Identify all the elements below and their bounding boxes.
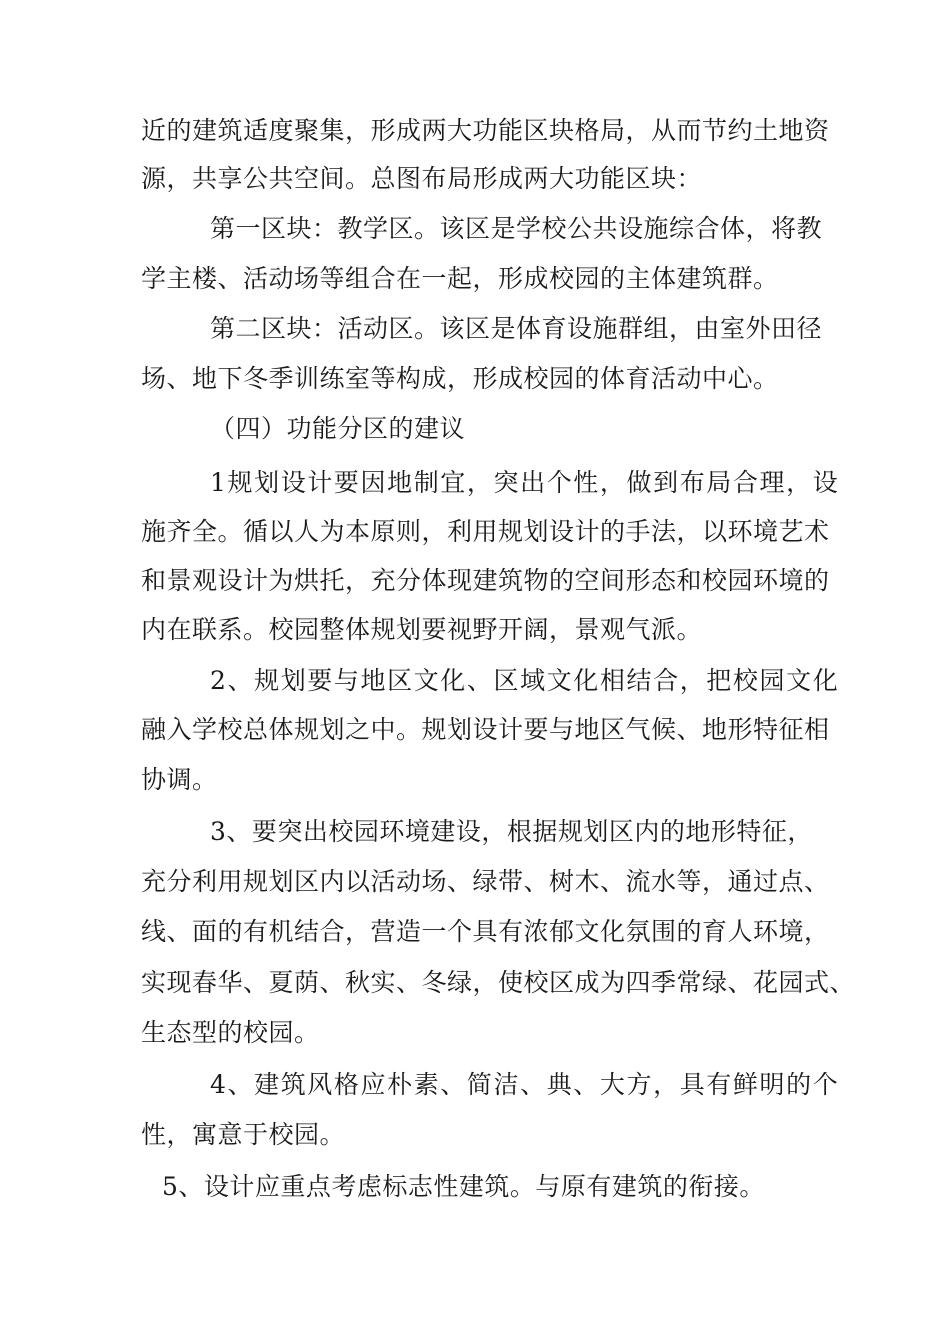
text-line: 2、规划要与地区文化、区域文化相结合，把校园文化 [210, 666, 840, 695]
text-line: 源，共享公共空间。总图布局形成两大功能区块： [141, 164, 703, 193]
text-line: 充分利用规划区内以活动场、绿带、树木、流水等，通过点、 [141, 867, 830, 896]
text-line: 内在联系。校园整体规划要视野开阔，景观气派。 [141, 615, 703, 644]
text-line: 第一区块：教学区。该区是学校公共设施综合体，将教 [210, 214, 823, 243]
text-line: 第二区块：活动区。该区是体育设施群组，由室外田径 [210, 314, 823, 343]
text-line: 性，寓意于校园。 [141, 1120, 346, 1149]
text-line: 近的建筑适度聚集，形成两大功能区块格局，从而节约土地资 [141, 116, 830, 145]
text-line: 1规划设计要因地制宜，突出个性，做到布局合理，设 [210, 468, 840, 497]
section-heading: （四）功能分区的建议 [210, 414, 466, 443]
text-line: 施齐全。循以人为本原则，利用规划设计的手法，以环境艺术 [141, 517, 830, 546]
text-line: 实现春华、夏荫、秋实、冬绿，使校区成为四季常绿、花园式、 [141, 968, 856, 997]
text-line: 3、要突出校园环境建设，根据规划区内的地形特征， [210, 817, 813, 846]
text-line: 生态型的校园。 [141, 1018, 320, 1047]
text-line: 协调。 [141, 765, 218, 794]
text-line: 场、地下冬季训练室等构成，形成校园的体育活动中心。 [141, 364, 779, 393]
text-line: 融入学校总体规划之中。规划设计要与地区气候、地形特征相 [141, 715, 830, 744]
text-line: 学主楼、活动场等组合在一起，形成校园的主体建筑群。 [141, 264, 779, 293]
text-line: 5、设计应重点考虑标志性建筑。与原有建筑的衔接。 [162, 1172, 765, 1201]
text-line: 线、面的有机结合，营造一个具有浓郁文化氛围的育人环境， [141, 917, 830, 946]
text-line: 和景观设计为烘托，充分体现建筑物的空间形态和校园环境的 [141, 566, 830, 595]
text-line: 4、建筑风格应朴素、简洁、典、大方，具有鲜明的个 [210, 1070, 840, 1099]
